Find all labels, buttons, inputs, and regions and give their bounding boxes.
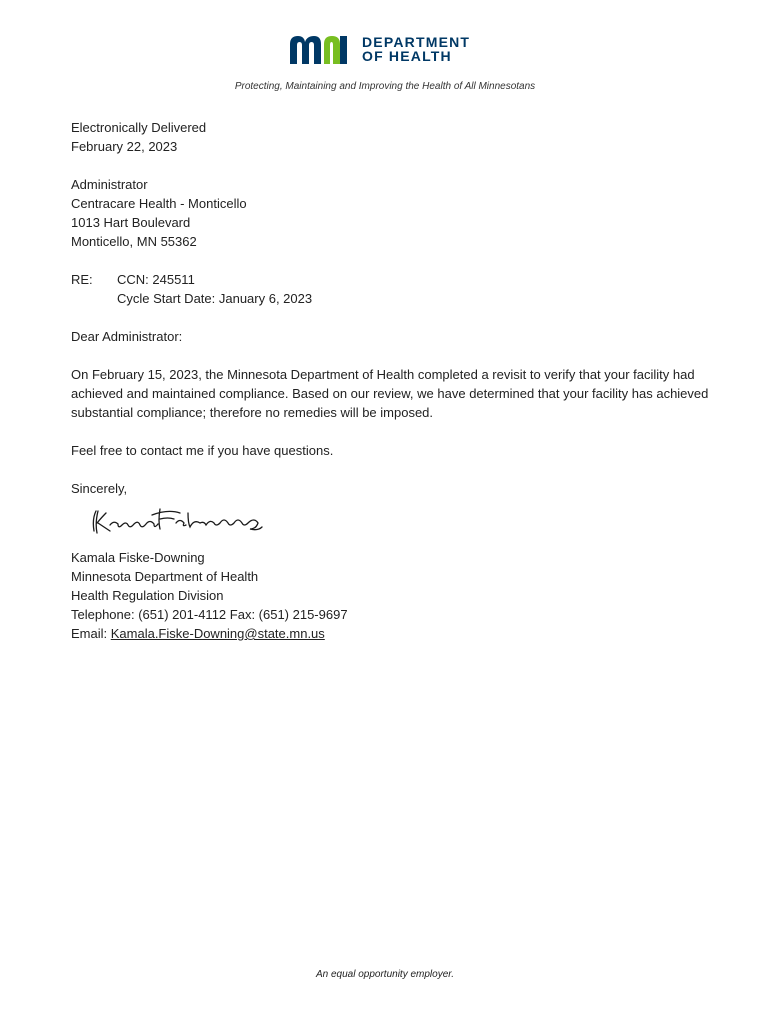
email-link[interactable]: Kamala.Fiske-Downing@state.mn.us xyxy=(110,626,325,641)
handwritten-signature xyxy=(88,503,268,539)
mdh-logo xyxy=(288,34,488,66)
salutation: Dear Administrator: xyxy=(71,329,183,344)
signer-phone-fax: Telephone: (651) 201-4112 Fax: (651) 215-9697 xyxy=(71,607,348,622)
signer-name: Kamala Fiske-Downing xyxy=(71,550,205,565)
closing: Sincerely, xyxy=(71,481,128,496)
delivery-method: Electronically Delivered xyxy=(71,120,207,135)
recipient-address xyxy=(71,175,711,251)
body-paragraph-2: Feel free to contact me if you have questions. xyxy=(71,443,334,458)
re-block xyxy=(71,270,711,308)
mn-logo-icon xyxy=(288,34,354,64)
re-label: RE: xyxy=(71,272,93,287)
re-cycle-date: Cycle Start Date: January 6, 2023 xyxy=(117,291,313,306)
recipient-org: Centracare Health - Monticello xyxy=(71,196,247,211)
signer-department: Minnesota Department of Health xyxy=(71,569,259,584)
email-label: Email: xyxy=(71,626,111,641)
re-ccn: CCN: 245511 xyxy=(117,272,195,287)
body-paragraph-1: On February 15, 2023, the Minnesota Department of Health completed a revisit to verify that your facility had achieved and maintained compliance. Based on our review, we have determined that your facility has achieved substantial compliance; therefore no remedies will be imposed. xyxy=(71,367,709,420)
recipient-title: Administrator xyxy=(71,177,148,192)
tagline: Protecting, Maintaining and Improving the Health of All Minnesotans xyxy=(234,81,536,92)
delivery-block xyxy=(71,118,711,156)
recipient-city: Monticello, MN 55362 xyxy=(71,234,197,249)
logo-wordmark xyxy=(362,35,470,63)
logo-line-2: OF HEALTH xyxy=(362,48,452,64)
signer-division: Health Regulation Division xyxy=(71,588,224,603)
signature-block xyxy=(71,548,711,643)
footer-text: An equal opportunity employer. xyxy=(315,969,455,980)
recipient-street: 1013 Hart Boulevard xyxy=(71,215,191,230)
letter-date: February 22, 2023 xyxy=(71,139,178,154)
logo-line-1: DEPARTMENT xyxy=(362,34,471,50)
signer-email-line xyxy=(71,624,711,643)
